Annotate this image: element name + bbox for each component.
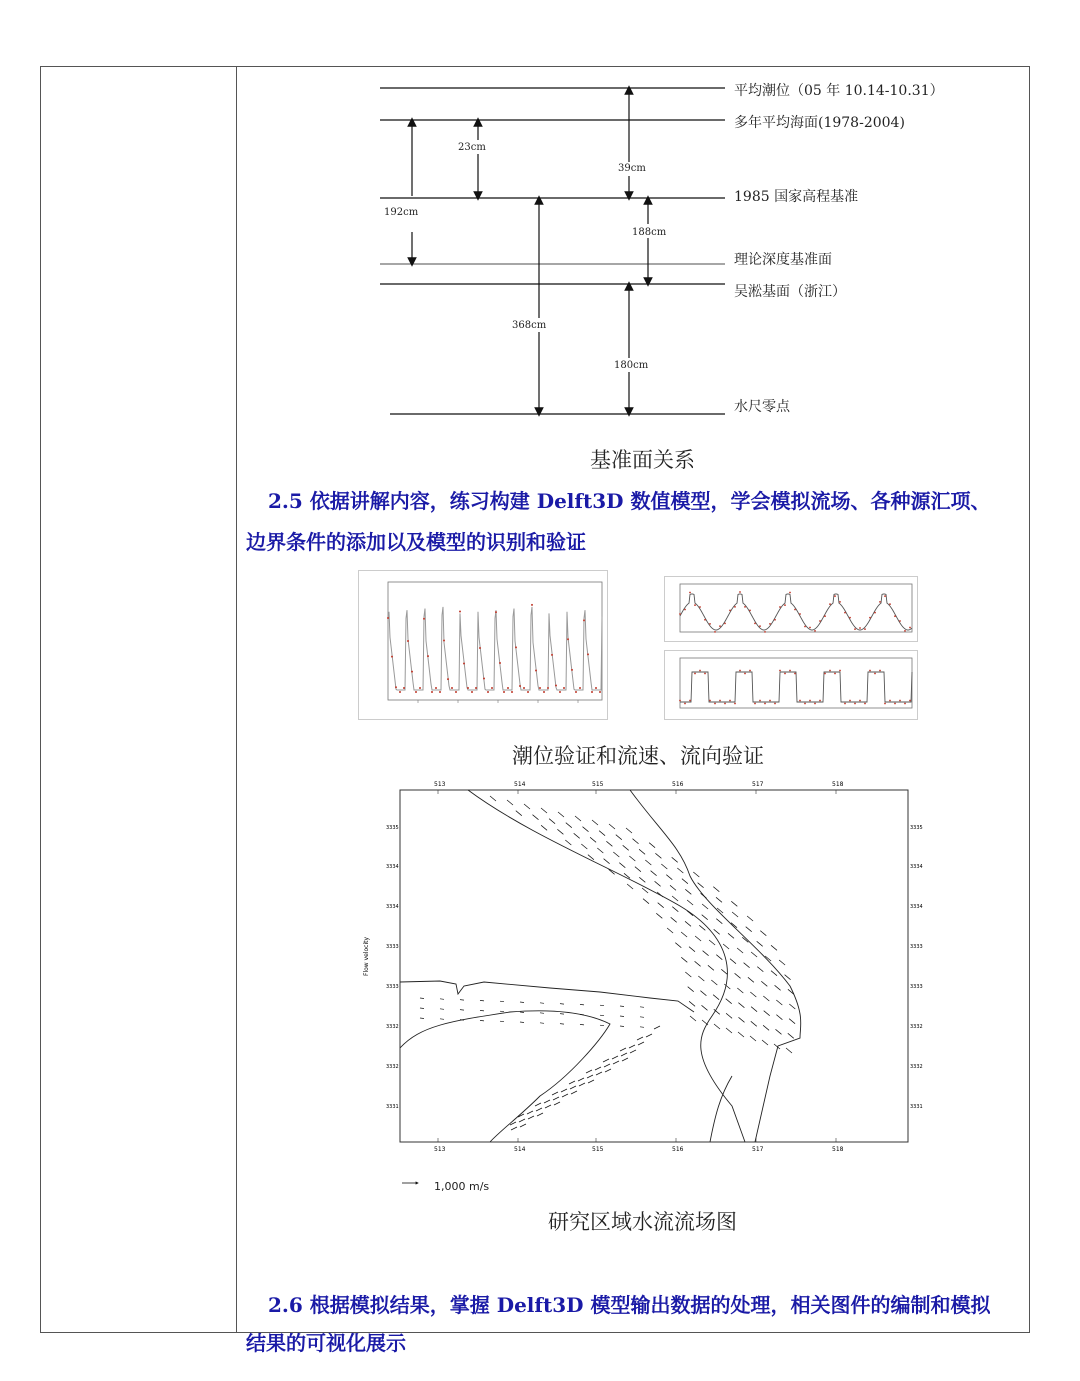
tide-point xyxy=(459,610,461,612)
flow-arrow xyxy=(540,1003,544,1004)
velocity-point xyxy=(884,595,886,597)
velocity-point xyxy=(779,606,781,608)
velocity-point xyxy=(864,628,866,630)
flow-xtick-bottom: 517 xyxy=(752,1146,764,1153)
direction-point xyxy=(759,700,761,702)
direction-point xyxy=(694,673,696,675)
flow-arrow xyxy=(440,1009,444,1010)
velocity-point xyxy=(799,613,801,615)
flow-ytick-right: 3332 xyxy=(910,1024,923,1030)
flow-arrow xyxy=(640,1017,644,1018)
direction-point xyxy=(704,673,706,675)
tide-point xyxy=(479,647,481,649)
velocity-point xyxy=(844,612,846,614)
dim-label-23cm: 23cm xyxy=(458,142,486,153)
velocity-point xyxy=(839,601,841,603)
velocity-point xyxy=(749,610,751,612)
tide-point xyxy=(463,663,465,665)
tide-point xyxy=(551,654,553,656)
tide-point xyxy=(547,687,549,689)
flow-ytick-left: 3332 xyxy=(386,1024,399,1030)
tide-point xyxy=(387,617,389,619)
datum-label-wusong: 吴淞基面（浙江） xyxy=(734,284,846,300)
flow-arrow xyxy=(460,1010,464,1011)
datum-label-mean-tide: 平均潮位（05 年 10.14-10.31） xyxy=(734,83,944,99)
tide-point xyxy=(591,691,593,693)
flow-ytick-right: 3335 xyxy=(910,825,923,831)
flow-arrow xyxy=(500,1001,504,1002)
flow-arrow xyxy=(580,1014,584,1015)
datum-label-gauge-zero: 水尺零点 xyxy=(734,399,790,415)
flow-ytick-left: 3334 xyxy=(386,904,399,910)
direction-point xyxy=(714,703,716,705)
velocity-point xyxy=(879,601,881,603)
direction-point xyxy=(744,673,746,675)
flow-arrow xyxy=(420,1008,424,1009)
flow-xtick-bottom: 515 xyxy=(592,1146,604,1153)
tide-point xyxy=(515,646,517,648)
table-column-divider xyxy=(236,66,237,1333)
flow-ytick-left: 3331 xyxy=(386,1104,399,1110)
flow-xtick-top: 514 xyxy=(514,781,526,788)
flow-arrow xyxy=(540,1023,544,1024)
flow-ytick-right: 3334 xyxy=(910,904,923,910)
tide-point xyxy=(395,686,397,688)
flow-ytick-left: 3334 xyxy=(386,864,399,870)
direction-point xyxy=(799,700,801,702)
velocity-point xyxy=(849,617,851,619)
direction-point xyxy=(884,703,886,705)
flow-xtick-bottom: 516 xyxy=(672,1146,684,1153)
direction-point xyxy=(894,703,896,705)
tide-point xyxy=(539,687,541,689)
tide-point xyxy=(543,691,545,693)
tide-point xyxy=(447,678,449,680)
velocity-point xyxy=(694,604,696,606)
flow-arrow xyxy=(620,1006,624,1007)
tide-point xyxy=(475,687,477,689)
flow-arrow xyxy=(560,1004,564,1005)
direction-point xyxy=(684,703,686,705)
tide-point xyxy=(407,640,409,642)
flow-scale-label: 1,000 m/s xyxy=(434,1180,490,1193)
velocity-point xyxy=(859,627,861,629)
tide-point xyxy=(467,687,469,689)
tide-point xyxy=(451,687,453,689)
tide-point xyxy=(435,687,437,689)
direction-point xyxy=(764,703,766,705)
direction-point xyxy=(814,703,816,705)
velocity-point xyxy=(704,619,706,621)
flow-xtick-top: 518 xyxy=(832,781,844,788)
flow-arrow xyxy=(640,1027,644,1028)
velocity-point xyxy=(714,631,716,633)
flow-xtick-top: 513 xyxy=(434,781,446,788)
flow-arrow xyxy=(520,1002,524,1003)
velocity-point xyxy=(854,628,856,630)
flow-arrow xyxy=(580,1024,584,1025)
direction-point xyxy=(709,700,711,702)
tide-point xyxy=(519,685,521,687)
direction-point xyxy=(784,673,786,675)
datum-label-1985: 1985 国家高程基准 xyxy=(734,189,859,205)
flow-arrow xyxy=(440,999,444,1000)
flow-arrow xyxy=(440,1019,444,1020)
tide-point xyxy=(511,691,513,693)
direction-point xyxy=(789,670,791,672)
direction-point xyxy=(899,700,901,702)
flow-arrow xyxy=(500,1021,504,1022)
velocity-point xyxy=(794,609,796,611)
flow-arrow xyxy=(480,1010,484,1011)
direction-point xyxy=(754,703,756,705)
tide-point xyxy=(503,691,505,693)
velocity-point xyxy=(909,627,911,629)
direction-point xyxy=(874,673,876,675)
tide-point xyxy=(399,691,401,693)
tide-point xyxy=(403,687,405,689)
flow-arrow xyxy=(460,1020,464,1021)
tide-point xyxy=(455,691,457,693)
section-2-5-line1: 2.5 依据讲解内容，练习构建 Delft3D 数值模型，学会模拟流场、各种源汇项、 xyxy=(268,489,991,513)
velocity-point xyxy=(774,619,776,621)
tide-point xyxy=(559,691,561,693)
direction-point xyxy=(689,700,691,702)
direction-point xyxy=(834,673,836,675)
direction-point xyxy=(849,700,851,702)
flow-xtick-bottom: 514 xyxy=(514,1146,526,1153)
velocity-point xyxy=(709,623,711,625)
direction-point xyxy=(794,673,796,675)
direction-point xyxy=(859,700,861,702)
flow-arrow xyxy=(540,1013,544,1014)
direction-point xyxy=(839,670,841,672)
velocity-point xyxy=(904,630,906,632)
flow-arrow xyxy=(600,1025,604,1026)
velocity-point xyxy=(784,604,786,606)
direction-point xyxy=(724,703,726,705)
direction-point xyxy=(699,670,701,672)
tide-point xyxy=(583,619,585,621)
datum-diagram xyxy=(370,76,730,426)
tide-point xyxy=(391,656,393,658)
tide-point xyxy=(575,691,577,693)
caption-flowfield: 研究区域水流流场图 xyxy=(548,1210,737,1234)
direction-point xyxy=(869,670,871,672)
dim-label-39cm: 39cm xyxy=(618,163,646,174)
flow-ylabel: Flow velocity xyxy=(363,936,370,976)
tide-point xyxy=(595,687,597,689)
flow-arrow xyxy=(480,1000,484,1001)
tide-point xyxy=(471,691,473,693)
velocity-point xyxy=(689,592,691,594)
flow-xtick-top: 515 xyxy=(592,781,604,788)
direction-point xyxy=(729,700,731,702)
flow-ytick-left: 3332 xyxy=(386,1064,399,1070)
flow-arrow xyxy=(420,998,424,999)
tide-point xyxy=(531,604,533,606)
velocity-point xyxy=(754,623,756,625)
velocity-point xyxy=(699,606,701,608)
direction-point xyxy=(879,670,881,672)
flow-arrow xyxy=(520,1022,524,1023)
dim-label-368cm: 368cm xyxy=(512,320,547,331)
velocity-point xyxy=(874,612,876,614)
flow-arrow xyxy=(460,1000,464,1001)
flow-xtick-bottom: 518 xyxy=(832,1146,844,1153)
velocity-point xyxy=(789,592,791,594)
tide-point xyxy=(487,691,489,693)
velocity-point xyxy=(869,617,871,619)
flow-arrow xyxy=(600,1005,604,1006)
direction-point xyxy=(889,700,891,702)
velocity-point xyxy=(744,606,746,608)
velocity-point xyxy=(894,615,896,617)
direction-point xyxy=(774,703,776,705)
tide-point xyxy=(587,653,589,655)
tide-point xyxy=(423,618,425,620)
tide-point xyxy=(431,691,433,693)
tide-point xyxy=(535,669,537,671)
flow-ytick-left: 3335 xyxy=(386,825,399,831)
velocity-point xyxy=(684,609,686,611)
velocity-point xyxy=(734,606,736,608)
section-2-6-line2: 结果的可视化展示 xyxy=(246,1331,406,1355)
velocity-point xyxy=(834,595,836,597)
direction-point xyxy=(804,703,806,705)
direction-point xyxy=(679,700,681,702)
flow-arrow xyxy=(480,1020,484,1021)
velocity-point xyxy=(824,615,826,617)
velocity-point xyxy=(729,610,731,612)
tide-point xyxy=(443,639,445,641)
direction-point xyxy=(864,703,866,705)
tide-point xyxy=(439,691,441,693)
flow-arrow xyxy=(640,1007,644,1008)
flow-arrow xyxy=(580,1004,584,1005)
flow-xtick-bottom: 513 xyxy=(434,1146,446,1153)
tide-point xyxy=(567,638,569,640)
section-2-6-line1: 2.6 根据模拟结果，掌握 Delft3D 模型输出数据的处理，相关图件的编制和模拟 xyxy=(268,1293,991,1317)
flow-arrow xyxy=(520,1012,524,1013)
dim-label-180cm: 180cm xyxy=(614,360,649,371)
velocity-point xyxy=(764,631,766,633)
tide-point xyxy=(571,669,573,671)
dim-label-192cm: 192cm xyxy=(384,207,419,218)
velocity-point xyxy=(769,623,771,625)
velocity-point xyxy=(724,623,726,625)
tide-point xyxy=(579,687,581,689)
direction-point xyxy=(734,703,736,705)
tide-point xyxy=(599,691,601,693)
direction-point xyxy=(719,700,721,702)
flow-xtick-top: 517 xyxy=(752,781,764,788)
direction-point xyxy=(779,670,781,672)
velocity-point xyxy=(809,627,811,629)
tide-point xyxy=(419,687,421,689)
velocity-point xyxy=(719,625,721,627)
flow-xtick-top: 516 xyxy=(672,781,684,788)
tide-point xyxy=(523,687,525,689)
velocity-point xyxy=(829,603,831,605)
caption-datum: 基准面关系 xyxy=(590,448,695,472)
direction-point xyxy=(909,700,911,702)
flow-arrow xyxy=(600,1015,604,1016)
tide-validation-chart xyxy=(358,570,608,720)
velocity-point xyxy=(679,613,681,615)
flow-arrow xyxy=(560,1014,564,1015)
direction-point xyxy=(854,703,856,705)
velocity-point xyxy=(759,625,761,627)
flow-ytick-left: 3333 xyxy=(386,944,399,950)
direction-point xyxy=(739,670,741,672)
flow-arrow xyxy=(620,1016,624,1017)
flow-field-map xyxy=(360,776,923,1206)
flow-arrow xyxy=(620,1026,624,1027)
velocity-point xyxy=(804,626,806,628)
direction-point xyxy=(769,700,771,702)
caption-validation: 潮位验证和流速、流向验证 xyxy=(512,744,764,768)
flow-arrow xyxy=(500,1011,504,1012)
flow-arrow xyxy=(420,1018,424,1019)
direction-point xyxy=(819,700,821,702)
direction-point xyxy=(844,703,846,705)
flow-ytick-right: 3334 xyxy=(910,864,923,870)
flow-ytick-right: 3332 xyxy=(910,1064,923,1070)
direction-point xyxy=(829,670,831,672)
tide-point xyxy=(507,687,509,689)
tide-point xyxy=(555,684,557,686)
direction-point xyxy=(749,670,751,672)
direction-point xyxy=(824,673,826,675)
direction-point xyxy=(904,703,906,705)
velocity-point xyxy=(889,603,891,605)
tide-point xyxy=(427,655,429,657)
tide-point xyxy=(415,691,417,693)
flow-ytick-left: 3333 xyxy=(386,984,399,990)
flow-arrow xyxy=(560,1024,564,1025)
datum-label-mean-sea: 多年平均海面(1978-2004) xyxy=(734,115,905,131)
direction-validation-chart xyxy=(664,650,918,720)
tide-point xyxy=(483,678,485,680)
flow-ytick-right: 3333 xyxy=(910,984,923,990)
flow-ytick-right: 3331 xyxy=(910,1104,923,1110)
velocity-point xyxy=(739,591,741,593)
flow-ytick-right: 3333 xyxy=(910,944,923,950)
tide-point xyxy=(491,687,493,689)
direction-point xyxy=(809,700,811,702)
dim-label-188cm: 188cm xyxy=(632,227,667,238)
tide-point xyxy=(411,671,413,673)
section-2-5-line2: 边界条件的添加以及模型的识别和验证 xyxy=(246,530,586,554)
tide-point xyxy=(527,691,529,693)
velocity-point xyxy=(899,620,901,622)
tide-point xyxy=(495,611,497,613)
velocity-point xyxy=(819,620,821,622)
velocity-validation-chart xyxy=(664,576,918,642)
datum-label-theory: 理论深度基准面 xyxy=(734,252,832,268)
tide-point xyxy=(563,687,565,689)
velocity-point xyxy=(814,630,816,632)
tide-point xyxy=(499,662,501,664)
